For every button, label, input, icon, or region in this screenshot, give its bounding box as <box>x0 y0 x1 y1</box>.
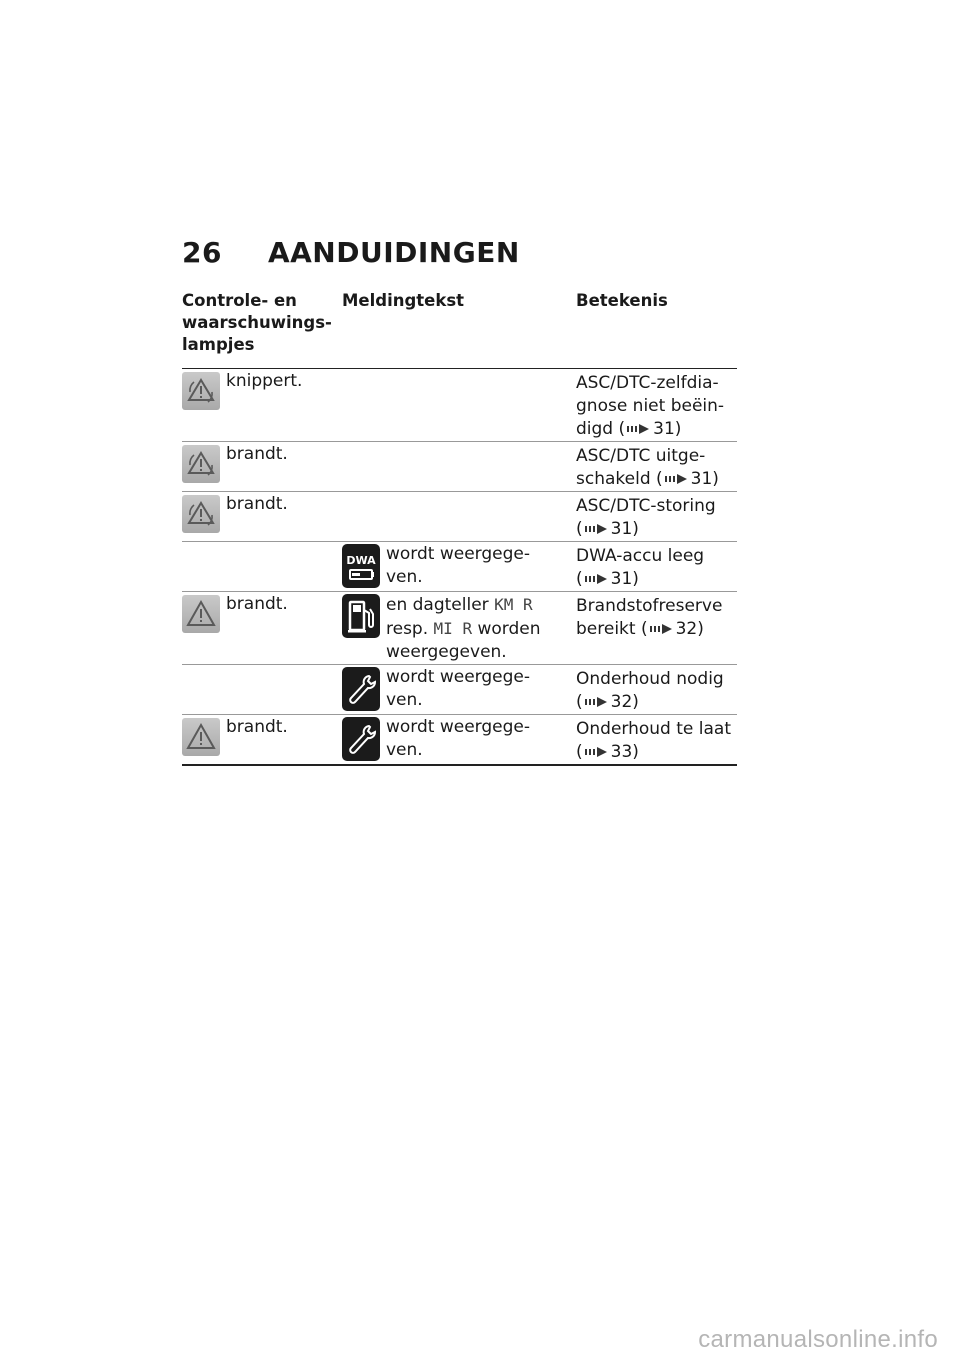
table-row <box>182 442 737 492</box>
lamp-state: brandt. <box>226 494 288 514</box>
fuel-pump-icon <box>342 594 380 638</box>
page-reference[interactable]: 33 <box>610 742 633 762</box>
page-number: 26 <box>182 236 222 269</box>
meaning-text: ASC/DTC uitge- schakeld <box>576 446 706 489</box>
wrench-icon <box>342 717 380 761</box>
page-reference[interactable]: 31 <box>653 419 675 439</box>
page-reference-arrow-icon <box>585 573 609 585</box>
table-row <box>182 715 737 766</box>
page-reference-arrow-icon <box>650 623 674 635</box>
meaning-text: ASC/DTC-storing <box>576 496 716 516</box>
meaning-cell: Onderhoud te laat ( 33) <box>576 719 731 762</box>
meaning-cell: ASC/DTC uitge- schakeld ( 31) <box>576 446 719 489</box>
column-header-message: Meldingtekst <box>342 291 465 310</box>
lamp-state: brandt. <box>226 594 288 614</box>
column-header-meaning: Betekenis <box>576 291 668 310</box>
meaning-cell: ASC/DTC-zelfdia- gnose niet beëin- digd ( 31) <box>576 373 725 439</box>
meaning-text: Onderhoud nodig <box>576 669 724 689</box>
table-row <box>182 542 737 592</box>
table-row <box>182 592 737 665</box>
page-reference-arrow-icon <box>585 746 609 758</box>
page-reference[interactable]: 31 <box>690 469 713 489</box>
asc-dtc-warning-icon <box>182 495 220 533</box>
meaning-text: Onderhoud te laat <box>576 719 731 739</box>
svg-text:DWA: DWA <box>346 554 376 567</box>
page-title: AANDUIDINGEN <box>267 236 520 269</box>
asc-dtc-warning-icon <box>182 372 220 410</box>
watermark: carmanualsonline.info <box>698 1326 938 1353</box>
meaning-cell: ASC/DTC-storing ( 31) <box>576 496 716 539</box>
page-reference-arrow-icon <box>627 423 651 435</box>
meaning-cell: Onderhoud nodig ( 32) <box>576 669 724 712</box>
page-reference-arrow-icon <box>665 473 689 485</box>
message-text: wordt weergege- ven. <box>386 544 531 587</box>
odometer-label-mi: MI R <box>433 619 473 638</box>
meaning-cell: Brandstofreserve bereikt ( 32) <box>576 596 723 639</box>
meaning-text: ASC/DTC-zelfdia- gnose niet beëin- digd <box>576 373 725 439</box>
table-row <box>182 492 737 542</box>
dwa-battery-icon <box>342 544 380 588</box>
wrench-icon <box>342 667 380 711</box>
odometer-label-km: KM R <box>494 595 533 614</box>
lamp-state: knippert. <box>226 371 303 391</box>
message-text: wordt weergege- ven. <box>386 717 531 760</box>
indicator-table <box>182 290 737 766</box>
page-header <box>182 236 520 269</box>
meaning-text: Brandstofreserve bereikt <box>576 596 723 639</box>
meaning-text: DWA-accu leeg <box>576 546 705 566</box>
page-reference-arrow-icon <box>585 523 609 535</box>
general-warning-icon <box>182 718 220 756</box>
page-reference[interactable]: 31 <box>610 519 633 539</box>
meaning-cell: DWA-accu leeg ( 31) <box>576 546 705 589</box>
general-warning-icon <box>182 595 220 633</box>
table-row <box>182 665 737 715</box>
page-reference-arrow-icon <box>585 696 609 708</box>
lamp-state: brandt. <box>226 717 288 737</box>
page-reference[interactable]: 32 <box>675 619 698 639</box>
table-row <box>182 369 737 442</box>
message-text: wordt weergege- ven. <box>386 667 531 710</box>
message-text: en dagteller KM R resp. MI R worden weergegeven. <box>386 595 541 662</box>
page-reference[interactable]: 32 <box>610 692 633 712</box>
table-header <box>182 290 737 369</box>
lamp-state: brandt. <box>226 444 288 464</box>
page-reference[interactable]: 31 <box>610 569 633 589</box>
column-header-lamps: Controle- en waarschuwings- lampjes <box>182 291 332 354</box>
asc-dtc-warning-icon <box>182 445 220 483</box>
